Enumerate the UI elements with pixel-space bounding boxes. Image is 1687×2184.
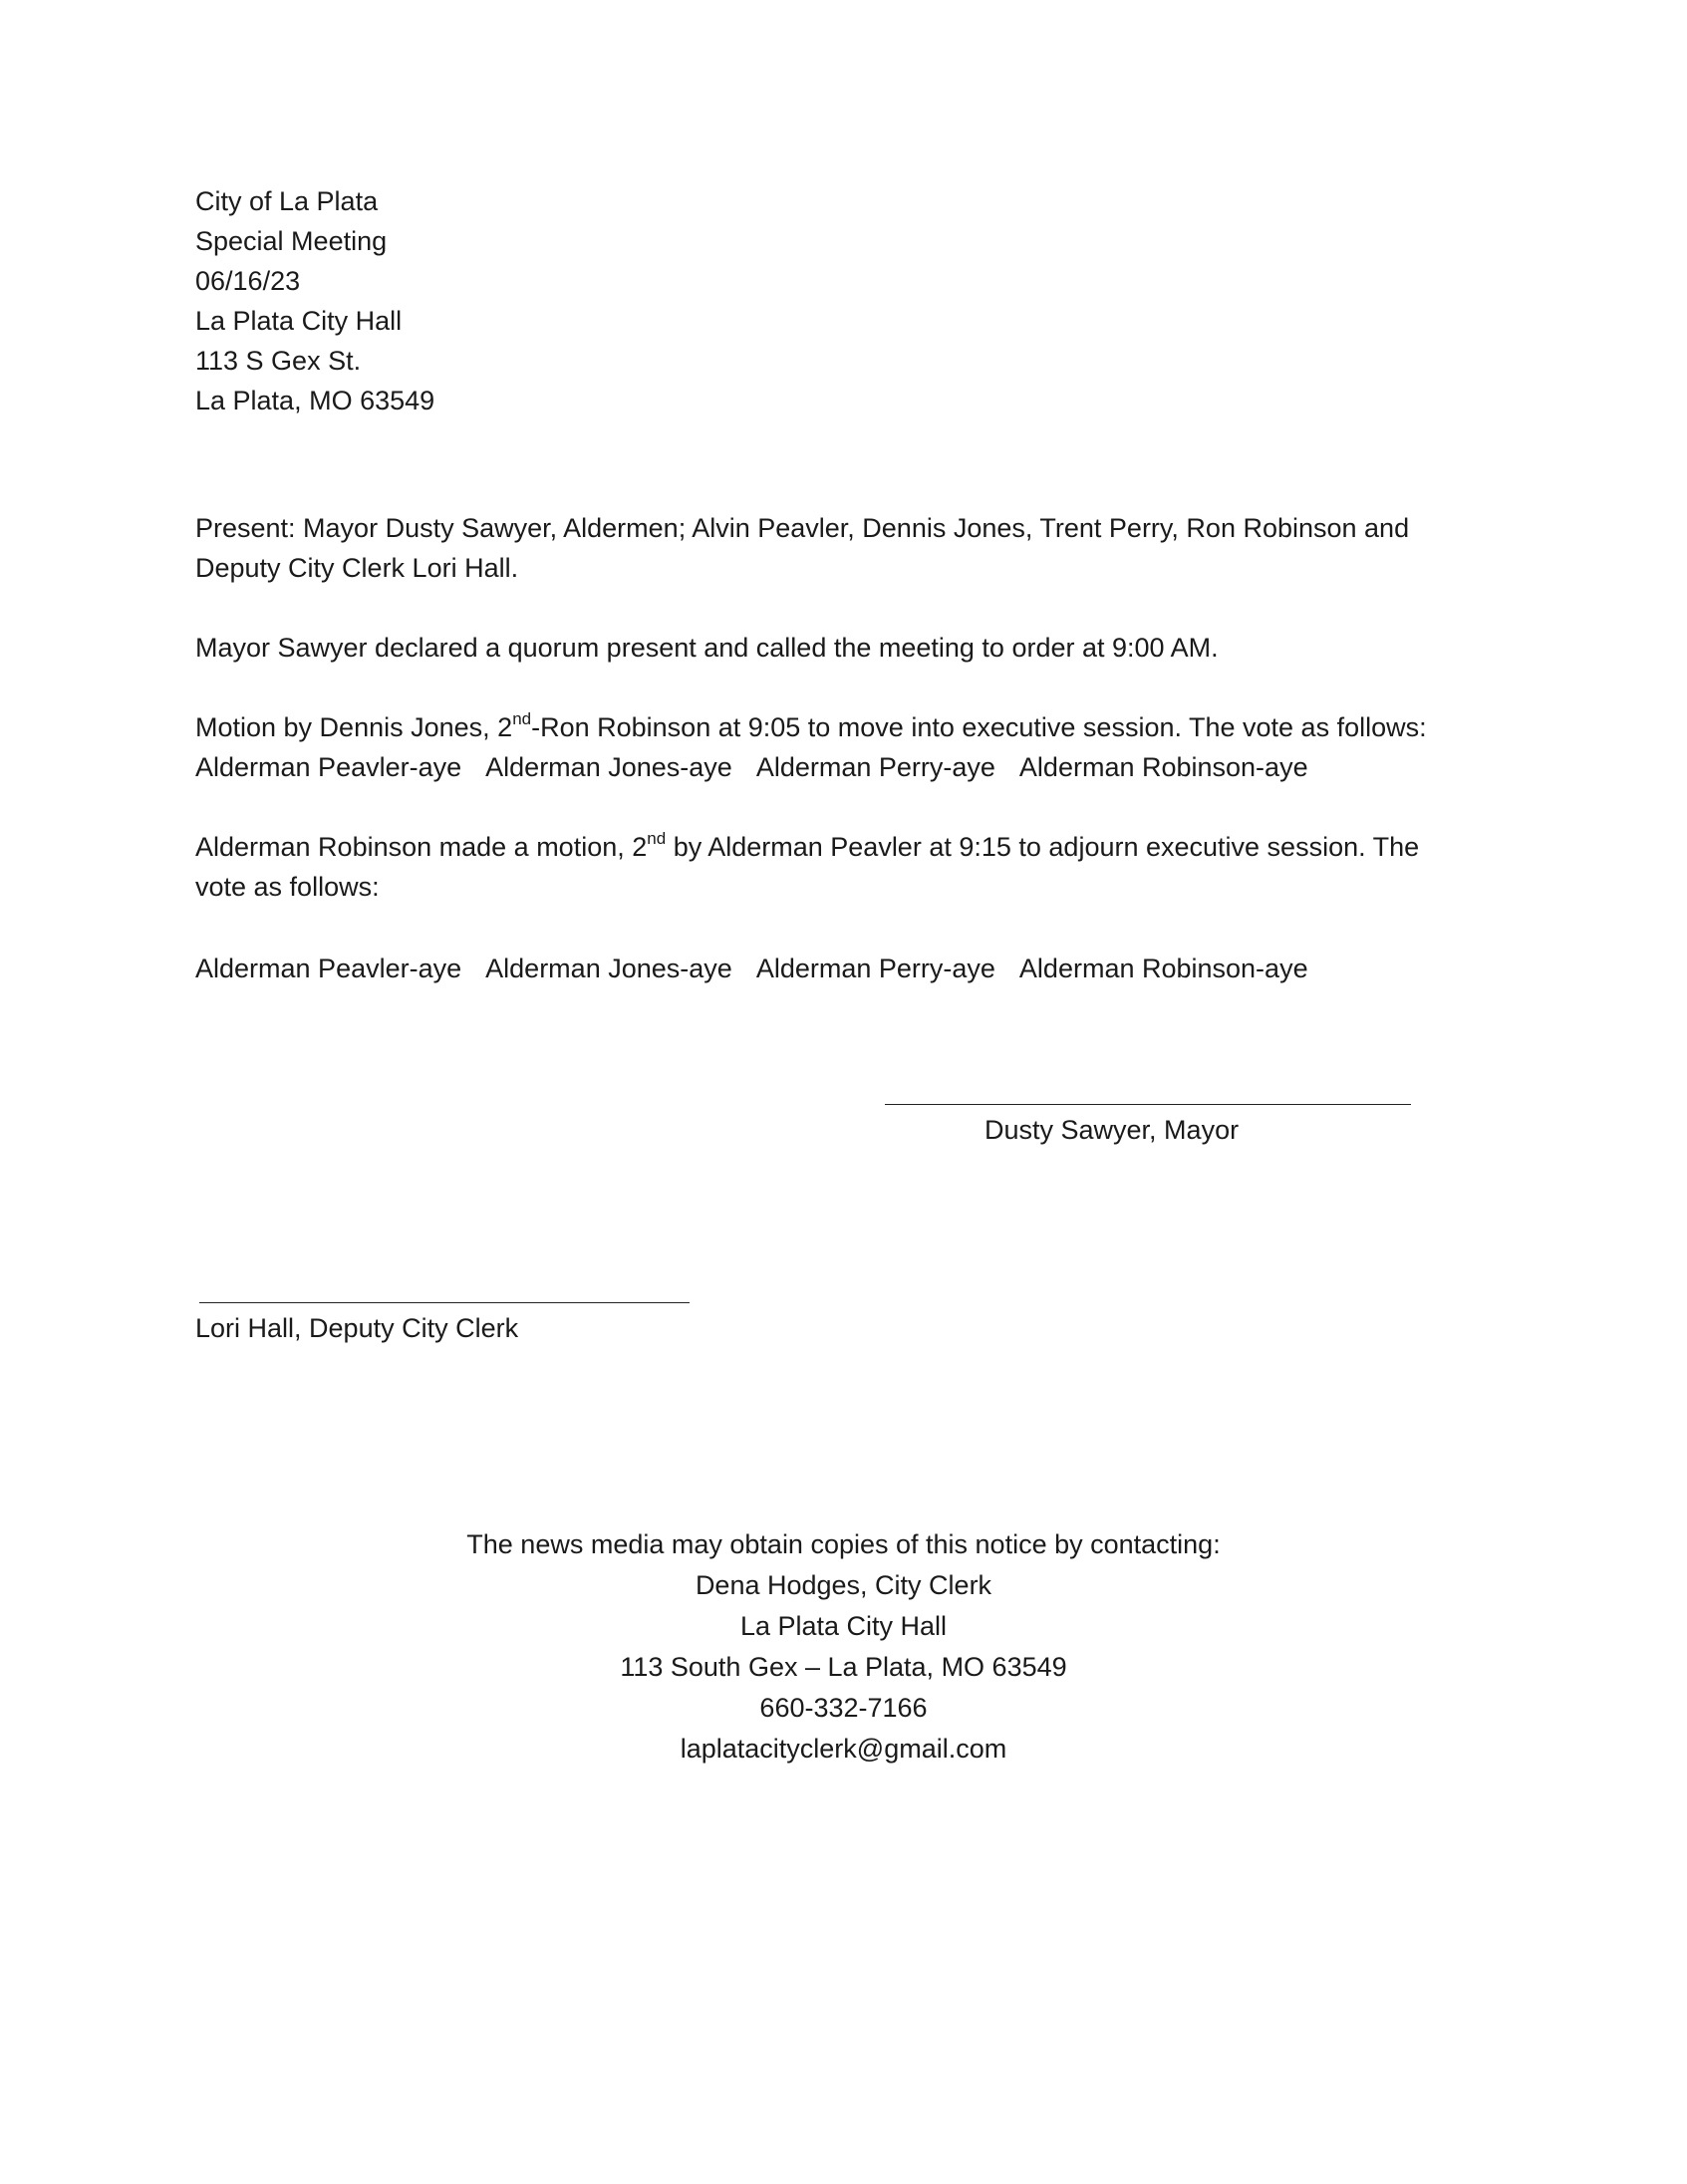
header-date: 06/16/23 bbox=[195, 266, 301, 296]
header-city-state-zip: La Plata, MO 63549 bbox=[195, 386, 435, 415]
vote-perry: Alderman Perry-aye bbox=[755, 752, 995, 782]
footer-location: La Plata City Hall bbox=[739, 1611, 948, 1641]
vote-peavler: Alderman Peavler-aye bbox=[195, 954, 462, 983]
motion-2-votes bbox=[195, 949, 1308, 988]
vote-perry: Alderman Perry-aye bbox=[755, 954, 995, 983]
motion-1-votes bbox=[195, 747, 1427, 787]
vote-jones: Alderman Jones-aye bbox=[485, 954, 732, 983]
motion-1-superscript: nd bbox=[512, 709, 532, 728]
header-city: City of La Plata bbox=[195, 186, 379, 216]
quorum-paragraph bbox=[195, 628, 1219, 668]
quorum-line: Mayor Sawyer declared a quorum present and called the meeting to order at 9:00 AM. bbox=[195, 633, 1219, 663]
motion-1-line bbox=[195, 707, 1427, 747]
vote-peavler: Alderman Peavler-aye bbox=[195, 752, 462, 782]
header-location: La Plata City Hall bbox=[195, 306, 403, 336]
footer-clerk-name: Dena Hodges, City Clerk bbox=[695, 1570, 992, 1600]
vote-jones: Alderman Jones-aye bbox=[485, 752, 732, 782]
present-paragraph bbox=[195, 508, 1409, 588]
clerk-signature-label: Lori Hall, Deputy City Clerk bbox=[195, 1313, 519, 1343]
motion-1-text-a: Motion by Dennis Jones, 2 bbox=[195, 712, 513, 742]
mayor-signature-label: Dusty Sawyer, Mayor bbox=[984, 1115, 1240, 1145]
motion-1-paragraph bbox=[195, 707, 1427, 787]
footer-phone: 660-332-7166 bbox=[759, 1693, 928, 1723]
vote-robinson: Alderman Robinson-aye bbox=[1018, 752, 1308, 782]
clerk-signature-line bbox=[199, 1302, 690, 1303]
motion-2-text-b: by Alderman Peavler at 9:15 to adjourn executive session. The bbox=[666, 832, 1420, 862]
header-meeting-type: Special Meeting bbox=[195, 226, 388, 256]
motion-2-superscript: nd bbox=[647, 829, 667, 848]
motion-1-text-b: -Ron Robinson at 9:05 to move into executive session. The vote as follows: bbox=[531, 712, 1427, 742]
mayor-signature-line bbox=[885, 1104, 1411, 1105]
header-street: 113 S Gex St. bbox=[195, 346, 362, 376]
motion-2-paragraph bbox=[195, 827, 1419, 907]
footer-address: 113 South Gex – La Plata, MO 63549 bbox=[620, 1652, 1067, 1682]
meeting-header bbox=[195, 181, 434, 420]
motion-2-text-a: Alderman Robinson made a motion, 2 bbox=[195, 832, 648, 862]
vote-robinson: Alderman Robinson-aye bbox=[1018, 954, 1308, 983]
present-line-1: Present: Mayor Dusty Sawyer, Aldermen; Alvin Peavler, Dennis Jones, Trent Perry, Ron Robinson and bbox=[195, 513, 1410, 543]
footer-notice: The news media may obtain copies of this notice by contacting: bbox=[466, 1529, 1221, 1559]
media-contact-footer bbox=[0, 1524, 1687, 1770]
motion-2-line-1 bbox=[195, 827, 1419, 867]
footer-email: laplatacityclerk@gmail.com bbox=[680, 1734, 1007, 1764]
present-line-2: Deputy City Clerk Lori Hall. bbox=[195, 553, 519, 583]
motion-2-line-2: vote as follows: bbox=[195, 872, 380, 902]
